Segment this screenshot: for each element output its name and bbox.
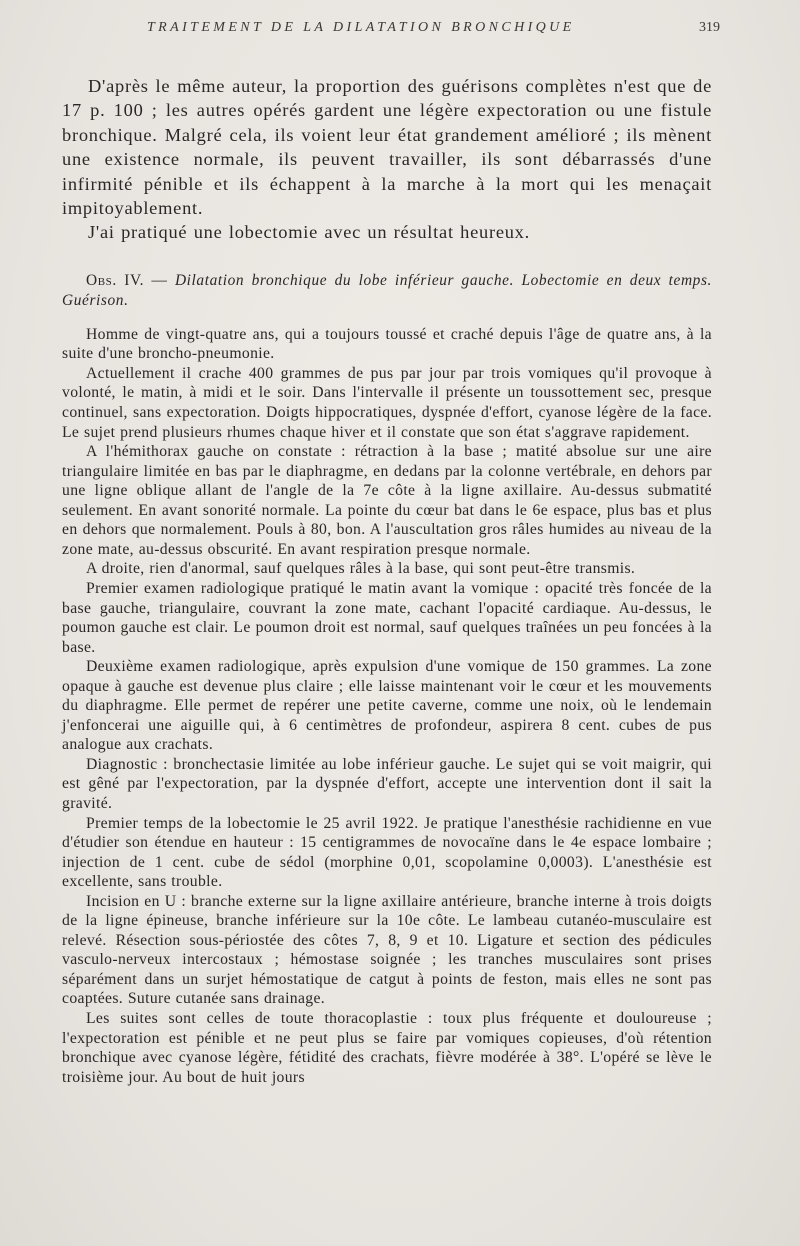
observation-title: Dilatation bronchique du lobe inférieur gauche. Lobectomie en deux temps. Guérison.: [62, 271, 713, 309]
running-title: TRAITEMENT DE LA DILATATION BRONCHIQUE: [147, 20, 575, 35]
case-paragraph-4: A droite, rien d'anormal, sauf quelques râles à la base, qui sont peut-être transmis.: [86, 560, 636, 578]
observation-dash: —: [144, 271, 175, 289]
case-report: [62, 325, 712, 1087]
case-paragraph-2: Actuellement il crache 400 grammes de pus par jour par trois vomiques qu'il provoque à volonté, le matin, à midi et le soir. Dans l'intervalle il présente un toussottement sec, presque continuel, sans expectoration. Doigts hippocratiques, dyspnée d'effort, cyanose légère de la face. Le sujet prend plusieurs rhumes chaque hiver et il constate que son état s'aggrave rapidement.: [62, 364, 712, 441]
intro-paragraph-1: D'après le même auteur, la proportion des guérisons complètes n'est que de 17 p. 100 ; les autres opérés gardent une légère expectoration ou une fistule bronchique. Malgré cela, ils voient leur état grandement amélioré ; ils mènent une existence normale, ils peuvent travailler, ils sont débarrassés d'une infirmité pénible et ils échappent à la marche à la mort qui les menaçait impitoyablement.: [62, 76, 712, 219]
running-header: [62, 18, 720, 42]
case-paragraph-3: A l'hémithorax gauche on constate : rétraction à la base ; matité absolue sur une aire triangulaire limitée en bas par le diaphragme, en dedans par la colonne vertébrale, en dehors par une ligne oblique allant de l'angle de la 7e côte à la ligne axillaire. Au-dessus submatité seulement. En avant sonorité normale. La pointe du cœur bat dans le 6e espace, plus bas et plus en dehors que normalement. Pouls à 80, bon. A l'auscultation gros râles humides au niveau de la zone mate, au-dessus obscurité. En avant respiration presque normale.: [62, 443, 712, 558]
case-paragraph-8: Premier temps de la lobectomie le 25 avril 1922. Je pratique l'anesthésie rachidienne en vue d'étudier son étendue en hauteur : 15 centigrammes de novocaïne dans le 4e espace lombaire ; injection de 1 cent. cube de sédol (morphine 0,01, scopolamine 0,0003). L'anesthésie est excellente, sans trouble.: [62, 814, 712, 891]
observation-heading: [62, 271, 712, 311]
page-number: 319: [699, 20, 720, 35]
case-paragraph-5: Premier examen radiologique pratiqué le matin avant la vomique : opacité très foncée de la base gauche, triangulaire, couvrant la zone mate, cachant l'opacité cardiaque. Au-dessus, le poumon gauche est clair. Le poumon droit est normal, sauf quelques traînées un peu foncées à la base.: [62, 579, 712, 656]
case-paragraph-6: Deuxième examen radiologique, après expulsion d'une vomique de 150 grammes. La zone opaque à gauche est devenue plus claire ; elle laisse maintenant voir le cœur et les mouvements du diaphragme. Elle permet de repérer une petite caverne, comme une noix, où le lendemain j'enfoncerai une aiguille qui, à 6 centimètres de profondeur, aspirera 8 cent. cubes de pus analogue aux crachats.: [62, 658, 712, 754]
case-paragraph-1: Homme de vingt-quatre ans, qui a toujours toussé et craché depuis l'âge de quatre ans, à la suite d'une broncho-pneumonie.: [62, 325, 712, 363]
case-paragraph-10: Les suites sont celles de toute thoracoplastie : toux plus fréquente et douloureuse ; l'expectoration est pénible et ne peut plus se faire par vomiques copieuses, d'où rétention bronchique avec cyanose légère, fétidité des crachats, fièvre modérée à 38°. L'opéré se lève le troisième jour. Au bout de huit jours: [62, 1009, 712, 1086]
intro-paragraph-2: J'ai pratiqué une lobectomie avec un résultat heureux.: [88, 222, 530, 243]
case-paragraph-7: Diagnostic : bronchectasie limitée au lobe inférieur gauche. Le sujet qui se voit maigrir, qui est gêné par l'expectoration, par la dyspnée d'effort, accepte une intervention dont il sait la gravité.: [62, 755, 712, 812]
observation-label: Obs. IV.: [86, 271, 145, 289]
case-paragraph-9: Incision en U : branche externe sur la ligne axillaire antérieure, branche interne à trois doigts de la ligne épineuse, branche inférieure sur la 10e côte. Le lambeau cutanéo-musculaire est relevé. Résection sous-périostée des côtes 7, 8, 9 et 10. Ligature et section des pédicules vasculo-nerveux intercostaux ; hémostase soignée ; les tranches musculaires sont prises séparément dans un surjet hémostatique de catgut à points de feston, mais elles ne sont pas coaptées. Suture cutanée sans drainage.: [62, 892, 712, 1008]
